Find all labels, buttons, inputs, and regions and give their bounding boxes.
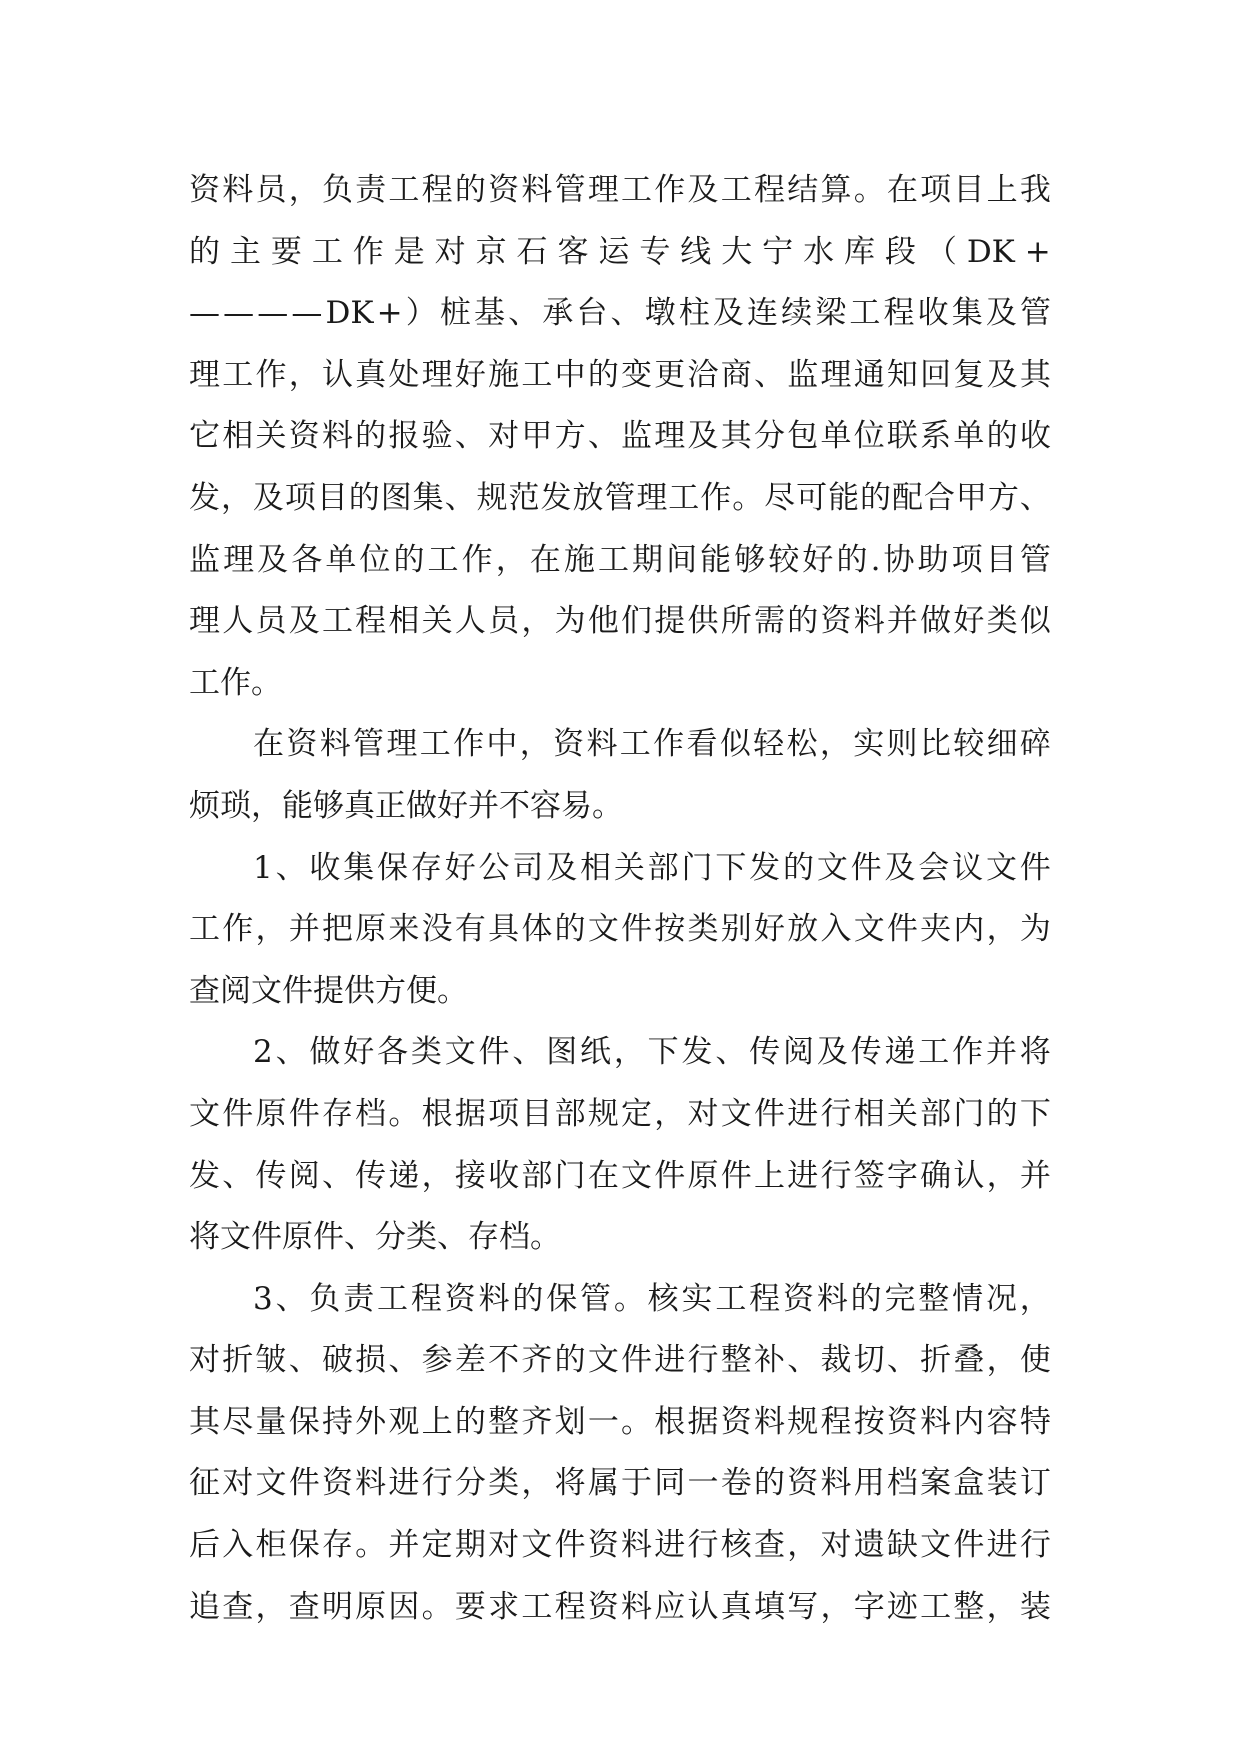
text-line: 的 主 要 工 作 是 对 京 石 客 运 专 线 大 宁 水 库 段 （ DK + xyxy=(189,233,1051,270)
text-line: 它 相 关 资 料 的 报 验 、 对 甲 方 、 监 理 及 其 分 包 单 位 联 系 单 的 收 xyxy=(189,418,1051,455)
text-line: 工 作 ， 并 把 原 来 没 有 具 体 的 文 件 按 类 别 好 放 入 文 件 夹 内 ， 为 xyxy=(189,911,1051,948)
text-line: 监 理 及 各 单 位 的 工 作 ， 在 施 工 期 间 能 够 较 好 的 . 协 助 项 目 管 xyxy=(189,541,1051,578)
document-body xyxy=(189,160,1051,1638)
text-line: 查阅文件提供方便。 xyxy=(189,972,468,1009)
text-line: 文 件 原 件 存 档 。 根 据 项 目 部 规 定 ， 对 文 件 进 行 相 关 部 门 的 下 xyxy=(189,1095,1051,1132)
text-line: 征 对 文 件 资 料 进 行 分 类 ， 将 属 于 同 一 卷 的 资 料 用 档 案 盒 装 订 xyxy=(189,1465,1051,1502)
text-line: — — — — DK + ） 桩 基 、 承 台 、 墩 柱 及 连 续 梁 工 程 收 集 及 管 xyxy=(189,295,1051,332)
text-line: 后 入 柜 保 存 。 并 定 期 对 文 件 资 料 进 行 核 查 ， 对 遗 缺 文 件 进 行 xyxy=(189,1527,1051,1564)
text-line: 1 、 收 集 保 存 好 公 司 及 相 关 部 门 下 发 的 文 件 及 会 议 文 件 xyxy=(253,849,1051,886)
text-line: 资 料 员 ， 负 责 工 程 的 资 料 管 理 工 作 及 工 程 结 算 。 在 项 目 上 我 xyxy=(189,172,1051,208)
text-line: 2 、 做 好 各 类 文 件 、 图 纸 ， 下 发 、 传 阅 及 传 递 工 作 并 将 xyxy=(253,1034,1051,1071)
text-line: 3 、 负 责 工 程 资 料 的 保 管 。 核 实 工 程 资 料 的 完 整 情 况 ， xyxy=(253,1280,1051,1317)
text-line: 在 资 料 管 理 工 作 中 ， 资 料 工 作 看 似 轻 松 ， 实 则 比 较 细 碎 xyxy=(253,726,1051,763)
text-line: 其 尽 量 保 持 外 观 上 的 整 齐 划 一 。 根 据 资 料 规 程 按 资 料 内 容 特 xyxy=(189,1403,1051,1440)
text-line: 将文件原件、分类、存档。 xyxy=(189,1219,561,1256)
text-line: 理 工 作 ， 认 真 处 理 好 施 工 中 的 变 更 洽 商 、 监 理 通 知 回 复 及 其 xyxy=(189,356,1051,393)
text-line: 工作。 xyxy=(189,664,282,701)
text-line: 追 查 ， 查 明 原 因 。 要 求 工 程 资 料 应 认 真 填 写 ， 字 迹 工 整 ， 装 xyxy=(189,1588,1051,1625)
text-line: 对 折 皱 、 破 损 、 参 差 不 齐 的 文 件 进 行 整 补 、 裁 切 、 折 叠 ， 使 xyxy=(189,1342,1051,1379)
text-line: 烦琐，能够真正做好并不容易。 xyxy=(189,787,623,824)
text-line: 发 ， 及 项 目 的 图 集 、 规 范 发 放 管 理 工 作 。 尽 可 能 的 配 合 甲 方 、 xyxy=(189,479,1051,516)
text-line: 发 、 传 阅 、 传 递 ， 接 收 部 门 在 文 件 原 件 上 进 行 签 字 确 认 ， 并 xyxy=(189,1157,1051,1194)
text-line: 理 人 员 及 工 程 相 关 人 员 ， 为 他 们 提 供 所 需 的 资 料 并 做 好 类 似 xyxy=(189,603,1051,640)
